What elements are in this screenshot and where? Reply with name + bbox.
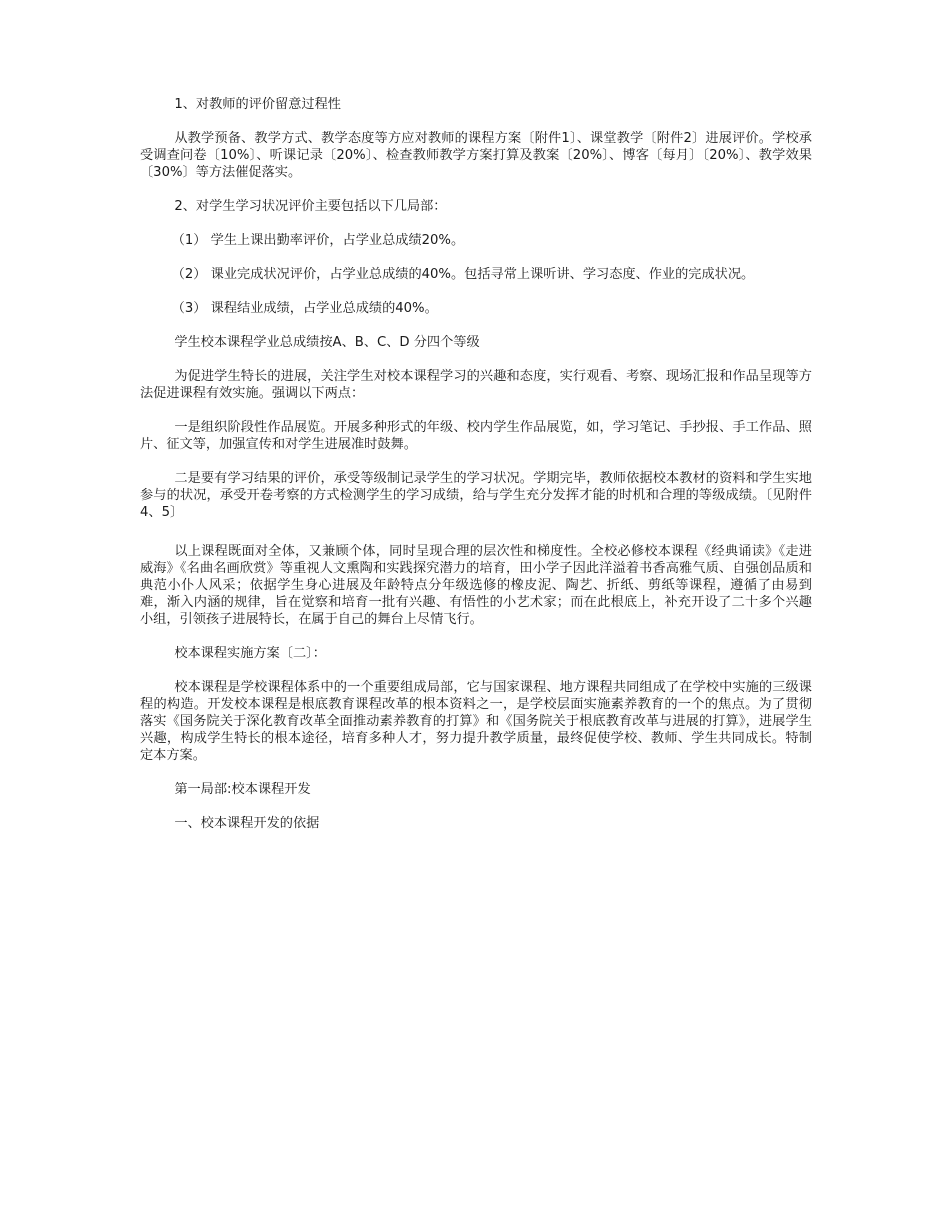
paragraph-plan-two-intro: 校本课程是学校课程体系中的一个重要组成局部，它与国家课程、地方课程共同组成了在学校中实施的三级课程的构造。开发校本课程是根底教育课程改革的根本资料之一，是学校层面实施素养教育的一个的焦点。为了贯彻落实《国务院关于深化教育改革全面推动素养教育的打算》和《国务院关于根底教育改革与进展的打算》，进展学生兴趣，构成学生特长的根本途径，培育多种人才，努力提升教学质量，最终促使学校、教师、学生共同成长。特制定本方案。	[140, 680, 812, 763]
paragraph-attendance-item: （1） 学生上课出勤率评价，占学业总成绩20%。	[171, 233, 465, 248]
paragraph-development-basis: 一、校本课程开发的依据	[174, 816, 320, 831]
paragraph-student-evaluation-heading: 2、对学生学习状况评价主要包括以下几局部：	[174, 199, 447, 214]
paragraph-final-grade-item: （3） 课程结业成绩，占学业总成绩的40%。	[171, 301, 438, 316]
document-page	[140, 96, 812, 849]
paragraph-specialty-development: 为促进学生特长的进展，关注学生对校本课程学习的兴趣和态度，实行观看、考察、现场汇报和作品呈现等方法促进课程有效实施。强调以下两点：	[140, 369, 812, 401]
paragraph-teacher-evaluation-heading: 1、对教师的评价留意过程性	[174, 97, 341, 112]
paragraph-teacher-evaluation-body: 从教学预备、教学方式、教学态度等方应对教师的课程方案〔附件1〕、课堂教学〔附件2〕进展评价。学校承受调查问卷〔10%〕、听课记录〔20%〕、检查教师教学方案打算及教案〔20%〕、博客〔每月〕〔20%〕、教学效果〔30%〕等方法催促落实。	[140, 131, 812, 180]
paragraph-coursework-item: （2） 课业完成状况评价，占学业总成绩的40%。包括寻常上课听讲、学习态度、作业的完成状况。	[171, 267, 755, 282]
paragraph-grade-levels: 学生校本课程学业总成绩按A、B、C、D 分四个等级	[174, 335, 480, 350]
paragraph-part-one-title: 第一局部:校本课程开发	[174, 782, 311, 797]
paragraph-point-two: 二是要有学习结果的评价，承受等级制记录学生的学习状况。学期完毕，教师依据校本教材的资料和学生实地参与的状况，承受开卷考察的方式检测学生的学习成绩，给与学生充分发挥才能的时机和合理的等级成绩。〔见附件4、5〕	[140, 471, 812, 520]
paragraph-plan-two-title: 校本课程实施方案〔二〕：	[174, 646, 326, 661]
paragraph-point-one: 一是组织阶段性作品展览。开展多种形式的年级、校内学生作品展览，如，学习笔记、手抄报、手工作品、照片、征文等，加强宣传和对学生进展准时鼓舞。	[140, 420, 812, 452]
paragraph-course-summary: 以上课程既面对全体，又兼顾个体，同时呈现合理的层次性和梯度性。全校必修校本课程《经典诵读》《走进威海》《名曲名画欣赏》等重视人文熏陶和实践探究潜力的培育，田小学子因此洋溢着书香高雅气质、自强创品质和典范小仆人风采；依据学生身心进展及年龄特点分年级选修的橡皮泥、陶艺、折纸、剪纸等课程，遵循了由易到难，渐入内涵的规律，旨在觉察和培育一批有兴趣、有悟性的小艺术家；而在此根底上，补充开设了二十多个兴趣小组，引领孩子进展特长，在属于自己的舞台上尽情飞行。	[140, 544, 812, 627]
